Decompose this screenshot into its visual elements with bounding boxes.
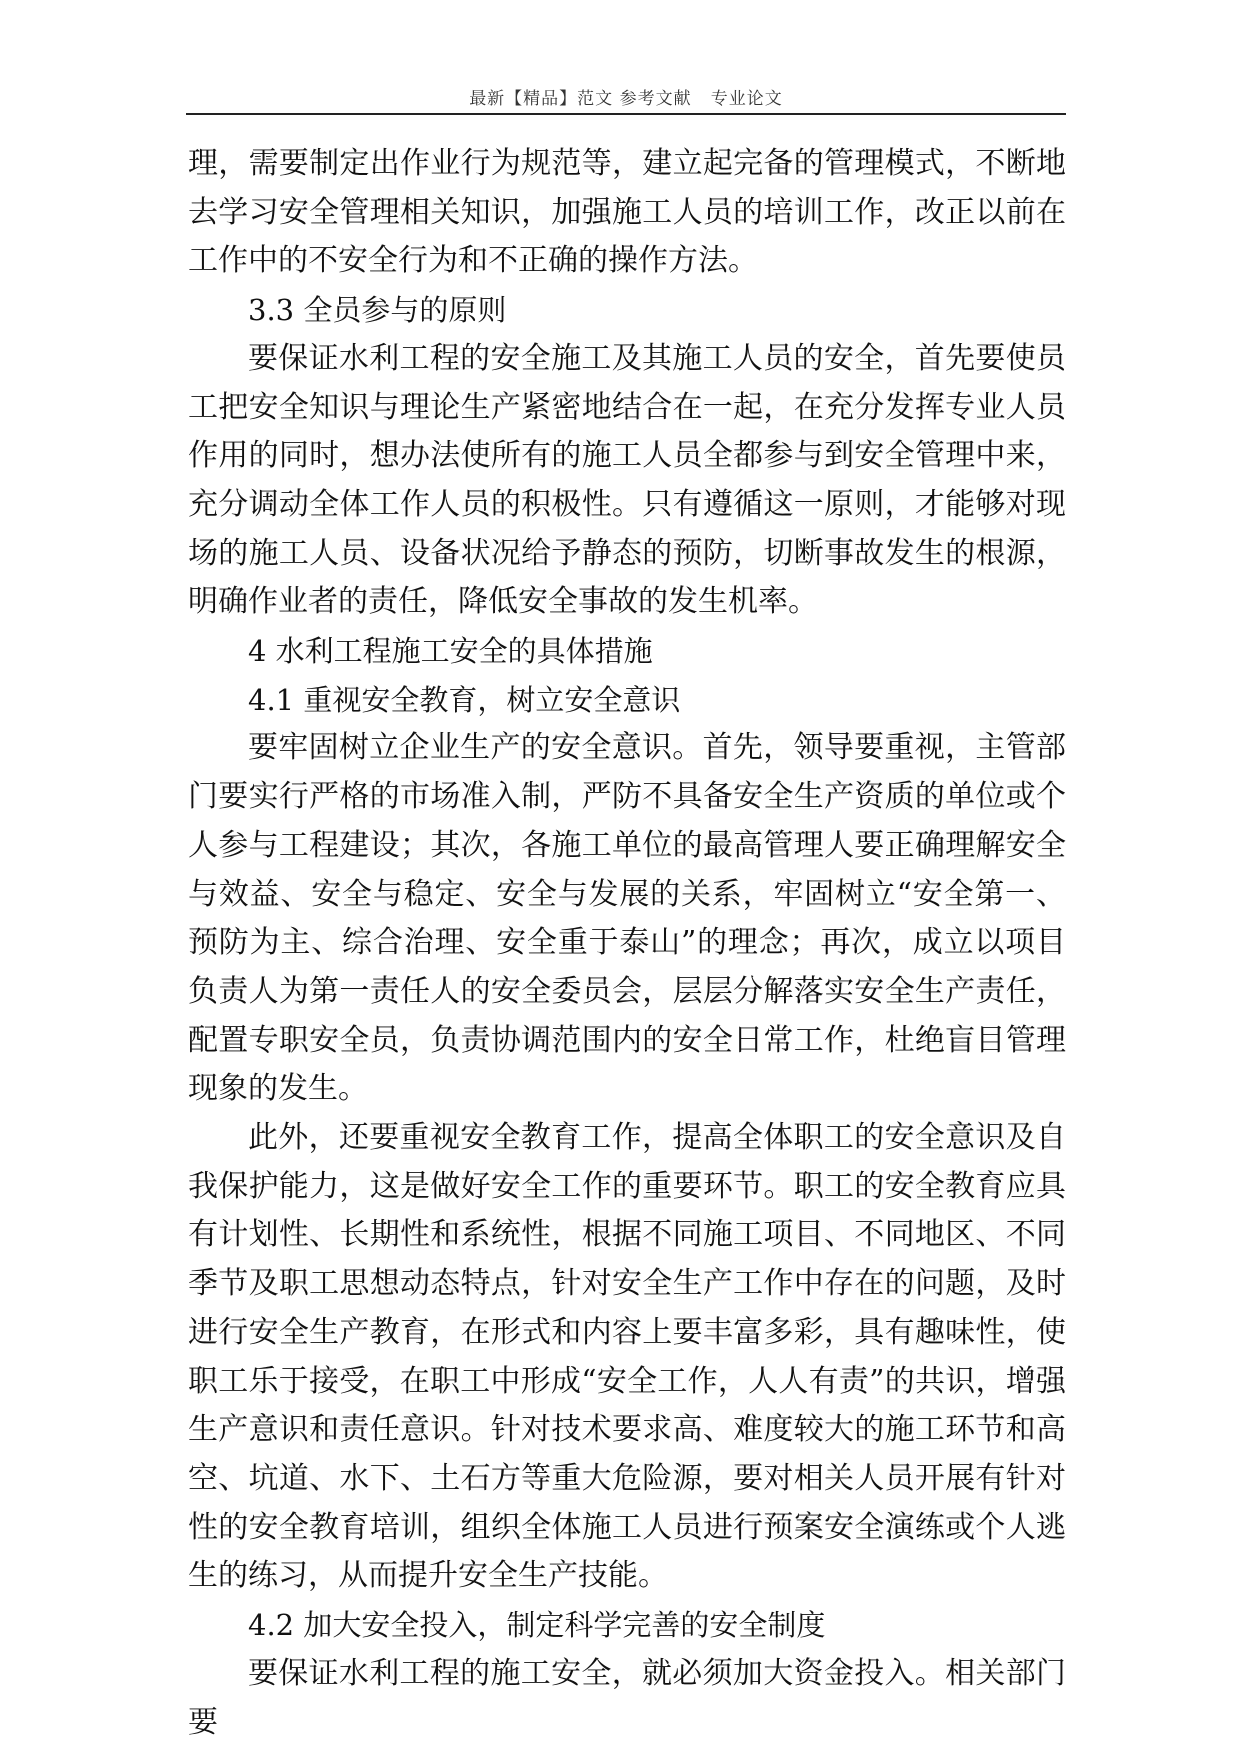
page-header: 最新【精品】范文 参考文献 专业论文 bbox=[469, 89, 783, 109]
body-paragraph-safety-awareness: 要牢固树立企业生产的安全意识。首先，领导要重视，主管部门要实行严格的市场准入制，严防不具备安全生产资质的单位或个人参与工程建设；其次，各施工单位的最高管理人要正确理解安全与效益、安全与稳定、安全与发展的关系，牢固树立“安全第一、预防为主、综合治理、安全重于泰山”的理念；再次，成立以项目负责人为第一责任人的安全委员会，层层分解落实安全生产责任，配置专职安全员，负责协调范围内的安全日常工作，杜绝盲目管理现象的发生。 bbox=[188, 730, 1066, 1107]
body-paragraph-full-participation: 要保证水利工程的安全施工及其施工人员的安全，首先要使员工把安全知识与理论生产紧密地结合在一起，在充分发挥专业人员作用的同时，想办法使所有的施工人员全都参与到安全管理中来，充分调动全体工作人员的积极性。只有遵循这一原则，才能够对现场的施工人员、设备状况给予静态的预防，切断事故发生的根源，明确作业者的责任，降低安全事故的发生机率。 bbox=[188, 340, 1066, 620]
section-heading-4-2: 4.2 加大安全投入，制定科学完善的安全制度 bbox=[248, 1608, 826, 1643]
section-heading-4: 4 水利工程施工安全的具体措施 bbox=[248, 634, 653, 669]
section-heading-3-3: 3.3 全员参与的原则 bbox=[248, 293, 507, 328]
section-heading-4-1: 4.1 重视安全教育，树立安全意识 bbox=[248, 682, 681, 717]
document-body bbox=[188, 140, 1066, 1747]
header-divider bbox=[186, 113, 1066, 115]
body-paragraph-safety-investment: 要保证水利工程的施工安全，就必须加大资金投入。相关部门要 bbox=[188, 1655, 1066, 1740]
body-paragraph-safety-education: 此外，还要重视安全教育工作，提高全体职工的安全意识及自我保护能力，这是做好安全工作的重要环节。职工的安全教育应具有计划性、长期性和系统性，根据不同施工项目、不同地区、不同季节及职工思想动态特点，针对安全生产工作中存在的问题，及时进行安全生产教育，在形式和内容上要丰富多彩，具有趣味性，使职工乐于接受，在职工中形成“安全工作，人人有责”的共识，增强生产意识和责任意识。针对技术要求高、难度较大的施工环节和高空、坑道、水下、土石方等重大危险源，要对相关人员开展有针对性的安全教育培训，组织全体施工人员进行预案安全演练或个人逃生的练习，从而提升安全生产技能。 bbox=[188, 1120, 1066, 1594]
body-paragraph-continuation: 理，需要制定出作业行为规范等，建立起完备的管理模式，不断地去学习安全管理相关知识，加强施工人员的培训工作，改正以前在工作中的不安全行为和不正确的操作方法。 bbox=[188, 146, 1066, 279]
